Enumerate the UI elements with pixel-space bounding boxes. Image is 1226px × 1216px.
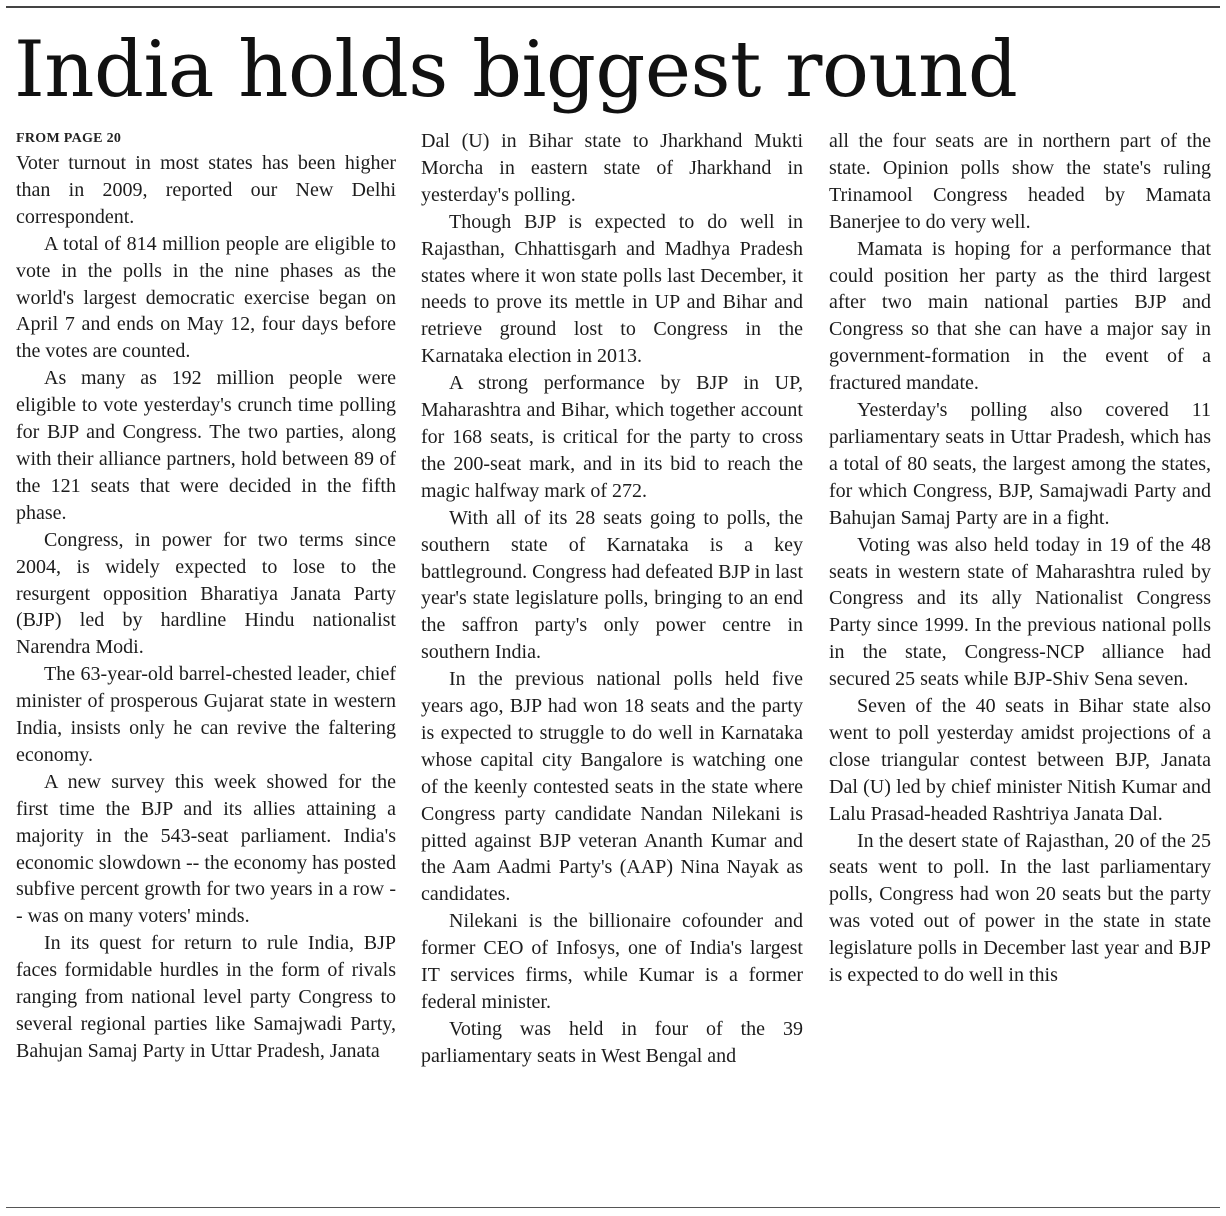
paragraph: all the four seats are in northern part of the state. Opinion polls show the state's ruling Trinamool Congress headed by Mamata Banerjee to do very well. xyxy=(829,130,1211,233)
paragraph: As many as 192 million people were eligible to vote yesterday's crunch time polling for BJP and Congress. The two parties, along with their alliance partners, hold between 89 of the 121 seats that were decided in the fifth phase. xyxy=(16,367,396,524)
paragraph: Mamata is hoping for a performance that could position her party as the third largest after two main national parties BJP and Congress so that she can have a major say in government-formation in the event of a fractured mandate. xyxy=(829,237,1211,395)
bottom-rule xyxy=(6,1207,1220,1208)
paragraph: Seven of the 40 seats in Bihar state also went to poll yesterday amidst projections of a close triangular contest between BJP, Janata Dal (U) led by chief minister Nitish Kumar and Lalu Prasad-headed Rashtriya Janata Dal. xyxy=(829,695,1211,825)
paragraph: Voting was also held today in 19 of the 48 seats in western state of Maharashtra ruled by Congress and its ally Nationalist Congress Party since 1999. In the previous national polls in the state, Congress-NCP alliance had secured 25 seats while BJP-Shiv Sena seven. xyxy=(829,533,1211,691)
paragraph: In the desert state of Rajasthan, 20 of the 25 seats went to poll. In the last parliamentary polls, Congress had won 20 seats but the party was voted out of power in the state in state legislature polls in December last year and BJP is expected to do well in this xyxy=(829,829,1211,987)
column-1 xyxy=(16,128,396,1198)
paragraph: Yesterday's polling also covered 11 parliamentary seats in Uttar Pradesh, which has a total of 80 seats, the largest among the states, for which Congress, BJP, Samajwadi Party and Bahujan Samaj Party are in a fight. xyxy=(829,399,1211,529)
column-2 xyxy=(421,128,803,1198)
top-rule xyxy=(6,6,1220,8)
paragraph: Though BJP is expected to do well in Rajasthan, Chhattisgarh and Madhya Pradesh states where it won state polls last December, it needs to prove its mettle in UP and Bihar and retrieve ground lost to Congress in the Karnataka election in 2013. xyxy=(421,210,803,368)
column-3 xyxy=(829,128,1211,1198)
paragraph: With all of its 28 seats going to polls, the southern state of Karnataka is a key battleground. Congress had defeated BJP in last year's state legislature polls, bringing to an end the saffron party's only power centre in southern India. xyxy=(421,506,803,664)
paragraph: A strong performance by BJP in UP, Maharashtra and Bihar, which together account for 168 seats, is critical for the party to cross the 200-seat mark, and in its bid to reach the magic halfway mark of 272. xyxy=(421,372,803,502)
paragraph: A new survey this week showed for the first time the BJP and its allies attaining a majority in the 543-seat parliament. India's economic slowdown -- the economy has posted subfive percent growth for two years in a row -- was on many voters' minds. xyxy=(16,770,396,928)
paragraph: In the previous national polls held five years ago, BJP had won 18 seats and the party is expected to struggle to do well in Karnataka whose capital city Bangalore is watching one of the keenly contested seats in the state where Congress party candidate Nandan Nilekani is pitted against BJP veteran Ananth Kumar and the Aam Aadmi Party's (AAP) Nina Nayak as candidates. xyxy=(421,668,803,906)
paragraph: Congress, in power for two terms since 2004, is widely expected to lose to the resurgent opposition Bharatiya Janata Party (BJP) led by hardline Hindu nationalist Narendra Modi. xyxy=(16,528,396,659)
paragraph: Voter turnout in most states has been higher than in 2009, reported our New Delhi correspondent. xyxy=(16,152,396,228)
paragraph: Voting was held in four of the 39 parliamentary seats in West Bengal and xyxy=(421,1017,803,1067)
paragraph: In its quest for return to rule India, BJP faces formidable hurdles in the form of rivals ranging from national level party Congress to several regional parties like Samajwadi Party, Bahujan Samaj Party in Uttar Pradesh, Janata xyxy=(16,932,396,1062)
paragraph: Dal (U) in Bihar state to Jharkhand Mukti Morcha in eastern state of Jharkhand in yesterday's polling. xyxy=(421,130,803,206)
paragraph: The 63-year-old barrel-chested leader, chief minister of prosperous Gujarat state in western India, insists only he can revive the faltering economy. xyxy=(16,663,396,766)
headline: India holds biggest round xyxy=(14,25,1018,115)
continuation-kicker: FROM PAGE 20 xyxy=(16,131,122,146)
paragraph: Nilekani is the billionaire cofounder and former CEO of Infosys, one of India's largest IT services firms, while Kumar is a former federal minister. xyxy=(421,910,803,1013)
paragraph: A total of 814 million people are eligible to vote in the polls in the nine phases as the world's largest democratic exercise began on April 7 and ends on May 12, four days before the votes are counted. xyxy=(16,232,396,363)
